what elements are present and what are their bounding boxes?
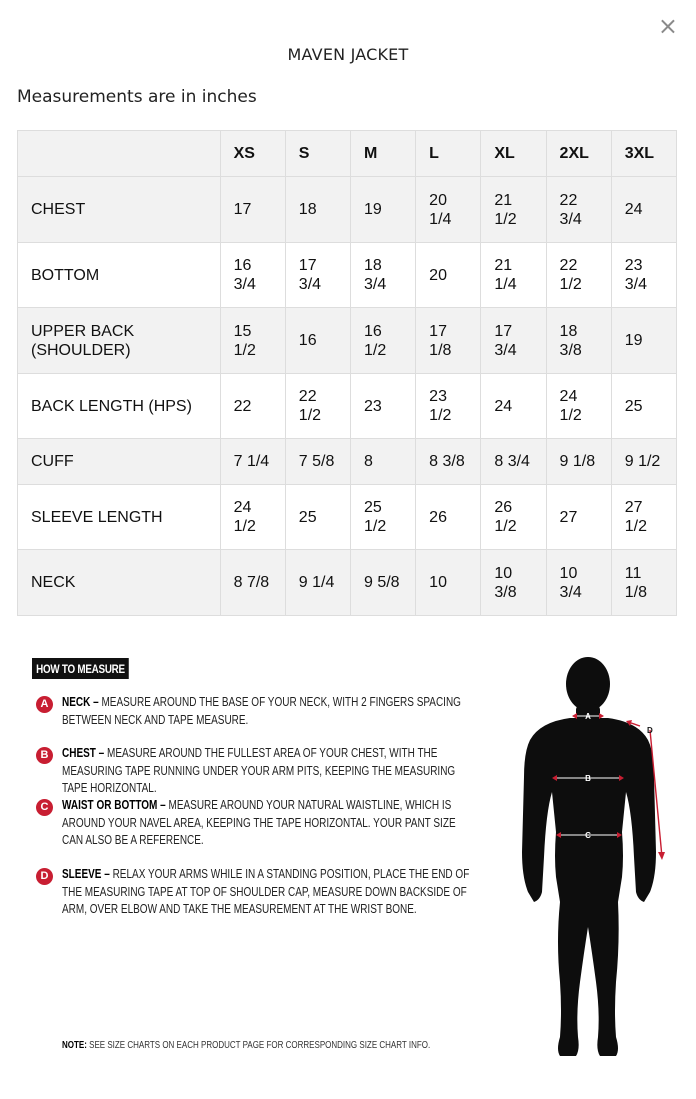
- close-button[interactable]: ×: [657, 12, 678, 40]
- table-cell: 7 5/8: [285, 439, 350, 485]
- table-cell: 8 3/4: [481, 439, 546, 485]
- column-header-xs: XS: [220, 131, 285, 177]
- table-row: [18, 439, 677, 485]
- table-cell: 10 3/4: [546, 550, 611, 616]
- column-header-3xl: 3XL: [611, 131, 676, 177]
- table-cell: 22: [220, 374, 285, 439]
- step-text: WAIST OR BOTTOM – MEASURE AROUND YOUR NATURAL WAISTLINE, WHICH IS AROUND YOUR NAVEL AREA, KEEPING THE TAPE HORIZONTAL. YOUR PANT SIZE CAN ALSO BE A REFERENCE.: [62, 798, 456, 847]
- step-letter-d-icon: D: [36, 868, 53, 885]
- table-row: [18, 550, 677, 616]
- column-header-2xl: 2XL: [546, 131, 611, 177]
- table-cell: 22 1/2: [285, 374, 350, 439]
- table-cell: 24 1/2: [546, 374, 611, 439]
- table-cell: 22 3/4: [546, 177, 611, 243]
- table-cell: 10 3/8: [481, 550, 546, 616]
- how-to-measure-heading: HOW TO MEASURE: [32, 658, 129, 679]
- size-chart-note: NOTE: SEE SIZE CHARTS ON EACH PRODUCT PAGE FOR CORRESPONDING SIZE CHART INFO.: [62, 1040, 431, 1051]
- column-header: [18, 131, 221, 177]
- table-cell: 20: [416, 243, 481, 308]
- column-header-s: S: [285, 131, 350, 177]
- table-row: [18, 485, 677, 550]
- table-cell: 18 3/8: [546, 308, 611, 374]
- table-header-row: [18, 131, 677, 177]
- table-cell: 19: [611, 308, 676, 374]
- table-cell: 9 1/8: [546, 439, 611, 485]
- column-header-xl: XL: [481, 131, 546, 177]
- step-text: NECK – MEASURE AROUND THE BASE OF YOUR NECK, WITH 2 FINGERS SPACING BETWEEN NECK AND TAPE MEASURE.: [62, 695, 461, 727]
- table-cell: 10: [416, 550, 481, 616]
- table-cell: 16 1/2: [350, 308, 415, 374]
- table-row: [18, 308, 677, 374]
- step-letter-b-icon: B: [36, 747, 53, 764]
- figure-label-a: A: [585, 712, 591, 721]
- step-letter-c-icon: C: [36, 799, 53, 816]
- table-cell: 22 1/2: [546, 243, 611, 308]
- column-header-l: L: [416, 131, 481, 177]
- figure-label-b: B: [585, 774, 591, 783]
- table-cell: 26 1/2: [481, 485, 546, 550]
- step-text: SLEEVE – RELAX YOUR ARMS WHILE IN A STANDING POSITION, PLACE THE END OF THE MEASURING TAPE AT TOP OF SHOULDER CAP, MEASURE DOWN BACKSIDE OF ARM, OVER ELBOW AND TAKE THE MEASUREMENT AT THE WRIST BONE.: [62, 867, 470, 916]
- row-label: CUFF: [18, 439, 221, 485]
- figure-label-d: D: [647, 726, 653, 735]
- units-note: Measurements are in inches: [17, 87, 257, 107]
- table-cell: 24: [611, 177, 676, 243]
- table-cell: 8 7/8: [220, 550, 285, 616]
- table-cell: 9 5/8: [350, 550, 415, 616]
- page-title: MAVEN JACKET: [287, 45, 409, 64]
- body-silhouette-icon: [500, 652, 680, 1072]
- table-cell: 23 3/4: [611, 243, 676, 308]
- table-cell: 23 1/2: [416, 374, 481, 439]
- table-cell: 11 1/8: [611, 550, 676, 616]
- table-cell: 17: [220, 177, 285, 243]
- table-cell: 23: [350, 374, 415, 439]
- table-cell: 21 1/2: [481, 177, 546, 243]
- row-label: BOTTOM: [18, 243, 221, 308]
- table-cell: 27: [546, 485, 611, 550]
- table-cell: 24 1/2: [220, 485, 285, 550]
- figure-label-c: C: [585, 831, 591, 840]
- table-cell: 16 3/4: [220, 243, 285, 308]
- table-cell: 18 3/4: [350, 243, 415, 308]
- table-cell: 25: [285, 485, 350, 550]
- table-row: [18, 243, 677, 308]
- table-cell: 17 3/4: [285, 243, 350, 308]
- row-label: SLEEVE LENGTH: [18, 485, 221, 550]
- table-cell: 20 1/4: [416, 177, 481, 243]
- table-cell: 7 1/4: [220, 439, 285, 485]
- row-label: UPPER BACK (SHOULDER): [18, 308, 221, 374]
- table-cell: 17 3/4: [481, 308, 546, 374]
- table-cell: 9 1/4: [285, 550, 350, 616]
- table-cell: 21 1/4: [481, 243, 546, 308]
- row-label: NECK: [18, 550, 221, 616]
- table-cell: 25: [611, 374, 676, 439]
- table-cell: 8 3/8: [416, 439, 481, 485]
- row-label: CHEST: [18, 177, 221, 243]
- table-row: [18, 177, 677, 243]
- table-cell: 16: [285, 308, 350, 374]
- step-text: CHEST – MEASURE AROUND THE FULLEST AREA OF YOUR CHEST, WITH THE MEASURING TAPE RUNNING UNDER YOUR ARM PITS, KEEPING THE MEASURING TAPE HORIZONTAL.: [62, 746, 456, 795]
- table-cell: 8: [350, 439, 415, 485]
- table-cell: 19: [350, 177, 415, 243]
- row-label: BACK LENGTH (HPS): [18, 374, 221, 439]
- table-cell: 9 1/2: [611, 439, 676, 485]
- table-cell: 15 1/2: [220, 308, 285, 374]
- table-cell: 26: [416, 485, 481, 550]
- table-cell: 25 1/2: [350, 485, 415, 550]
- how-to-measure-section: [0, 640, 696, 1099]
- table-row: [18, 374, 677, 439]
- table-cell: 18: [285, 177, 350, 243]
- size-chart-table: [17, 130, 677, 616]
- table-body: [18, 177, 677, 616]
- column-header-m: M: [350, 131, 415, 177]
- table-cell: 17 1/8: [416, 308, 481, 374]
- table-cell: 27 1/2: [611, 485, 676, 550]
- table-cell: 24: [481, 374, 546, 439]
- step-letter-a-icon: A: [36, 696, 53, 713]
